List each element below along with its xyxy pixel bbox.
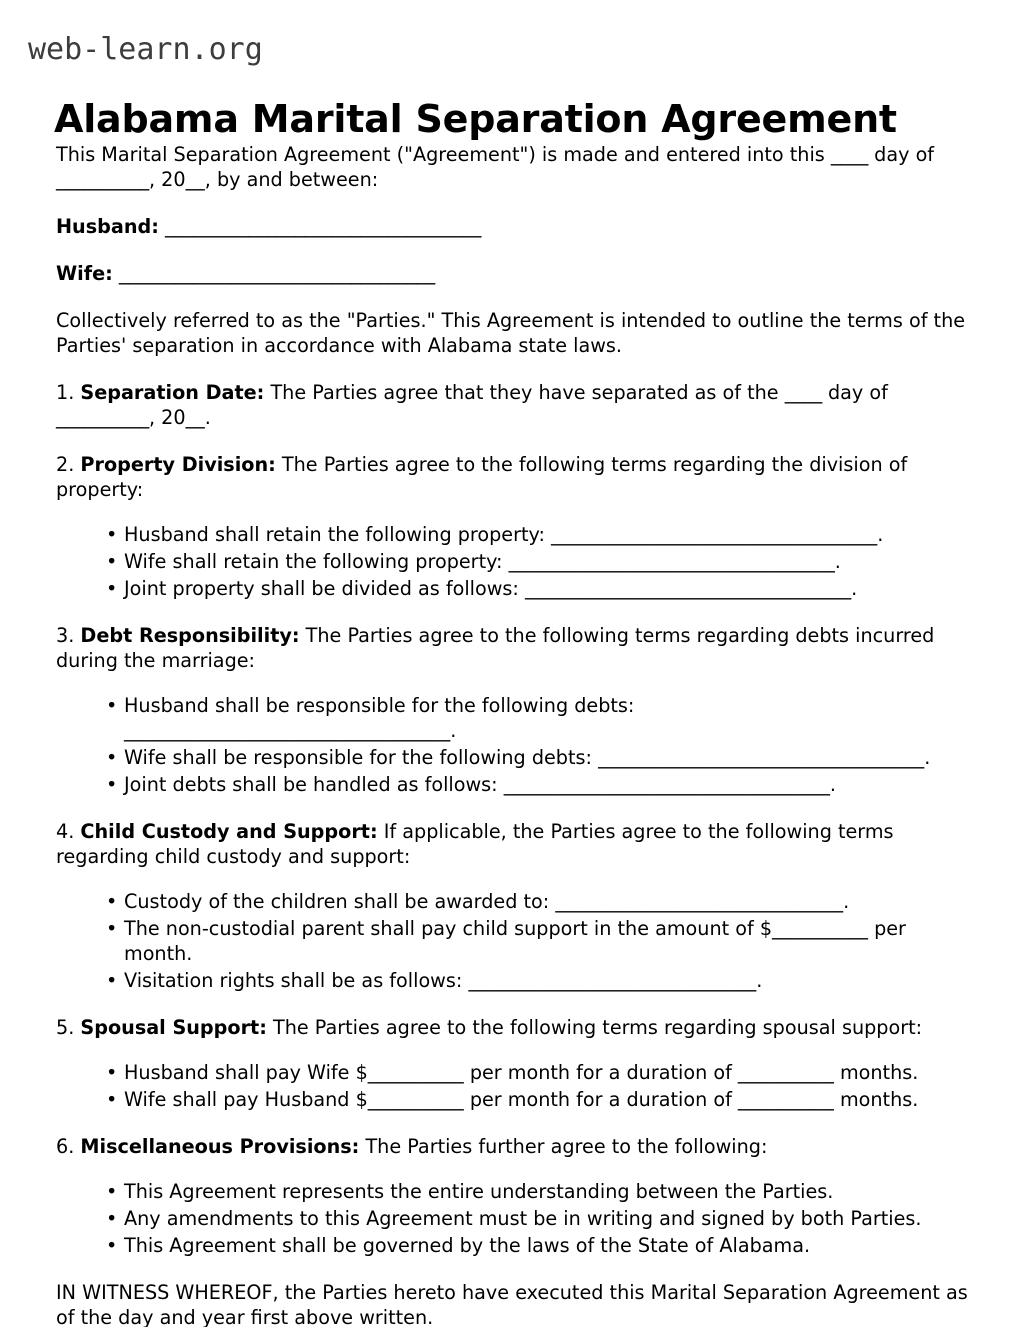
husband-blank[interactable]: __________________________________ bbox=[165, 215, 481, 238]
list-item: • This Agreement represents the entire understanding between the Parties. bbox=[106, 1179, 968, 1204]
section-2-paragraph bbox=[56, 452, 968, 502]
list-item: • Wife shall pay Husband $__________ per month for a duration of __________ months. bbox=[106, 1087, 968, 1112]
section-1-number: 1. bbox=[56, 381, 75, 404]
section-6-body: The Parties further agree to the following: bbox=[359, 1135, 768, 1158]
section-1-body-before: The Parties agree that they have separated as of the bbox=[264, 381, 785, 404]
document-body bbox=[56, 142, 968, 1327]
section-1-body-middle: day of bbox=[821, 381, 888, 404]
list-item: • The non-custodial parent shall pay child support in the amount of $__________ per month. bbox=[106, 916, 968, 966]
list-item: • Visitation rights shall be as follows: ______________________________. bbox=[106, 968, 968, 993]
list-item: • Husband shall retain the following property: __________________________________. bbox=[106, 522, 968, 547]
section-1-blank-day[interactable]: ____ bbox=[784, 381, 822, 404]
section-6-number: 6. bbox=[56, 1135, 75, 1158]
section-3-bullet-list bbox=[56, 693, 968, 797]
list-item: • Husband shall be responsible for the following debts: __________________________________. bbox=[106, 693, 968, 743]
section-5-bullet-list bbox=[56, 1060, 968, 1112]
wife-field bbox=[56, 261, 968, 286]
list-item: • Wife shall be responsible for the following debts: __________________________________. bbox=[106, 745, 968, 770]
intro-blank-day: ____ bbox=[830, 143, 869, 166]
list-item: • Wife shall retain the following property: __________________________________. bbox=[106, 549, 968, 574]
wife-blank[interactable]: __________________________________ bbox=[118, 262, 435, 285]
section-2-number: 2. bbox=[56, 453, 75, 476]
list-item: • Custody of the children shall be awarded to: ______________________________. bbox=[106, 889, 968, 914]
section-5-body: The Parties agree to the following terms regarding spousal support: bbox=[266, 1016, 923, 1039]
section-1-heading: Separation Date: bbox=[80, 381, 265, 404]
section-6-heading: Miscellaneous Provisions: bbox=[80, 1135, 360, 1158]
section-1-paragraph bbox=[56, 380, 968, 430]
page-title: Alabama Marital Separation Agreement bbox=[54, 97, 897, 142]
wife-label: Wife: bbox=[56, 262, 113, 285]
section-6-paragraph bbox=[56, 1134, 968, 1159]
section-6-bullet-list bbox=[56, 1179, 968, 1258]
list-item: • Husband shall pay Wife $__________ per month for a duration of __________ months. bbox=[106, 1060, 968, 1085]
intro-blank-month: __________ bbox=[56, 168, 149, 191]
section-5-number: 5. bbox=[56, 1016, 75, 1039]
section-4-heading: Child Custody and Support: bbox=[80, 820, 378, 843]
site-brand: web-learn.org bbox=[28, 32, 263, 67]
section-2-bullet-list bbox=[56, 522, 968, 601]
section-4-body: If applicable, the Parties agree to the following terms regarding child custody and support: bbox=[56, 820, 894, 868]
husband-field bbox=[56, 214, 968, 239]
section-4-bullet-list bbox=[56, 889, 968, 993]
section-1-blank-month[interactable]: __________ bbox=[56, 406, 149, 429]
list-item: • This Agreement shall be governed by the laws of the State of Alabama. bbox=[106, 1233, 968, 1258]
section-3-body: The Parties agree to the following terms regarding debts incurred during the marriage: bbox=[56, 624, 935, 672]
collective-paragraph: Collectively referred to as the "Parties." This Agreement is intended to outline the terms of the Parties' separation in accordance with Alabama state laws. bbox=[56, 309, 966, 357]
section-2-heading: Property Division: bbox=[80, 453, 276, 476]
list-item: • Joint debts shall be handled as follows: __________________________________. bbox=[106, 772, 968, 797]
section-5-paragraph bbox=[56, 1015, 968, 1040]
list-item: • Any amendments to this Agreement must be in writing and signed by both Parties. bbox=[106, 1206, 968, 1231]
husband-label: Husband: bbox=[56, 215, 159, 238]
intro-text-middle: day of bbox=[868, 143, 935, 166]
intro-text-after: , 20__, by and between: bbox=[148, 168, 379, 191]
section-2-body: The Parties agree to the following terms regarding the division of property: bbox=[56, 453, 908, 501]
section-4-paragraph bbox=[56, 819, 968, 869]
intro-text-before: This Marital Separation Agreement ("Agreement") is made and entered into this bbox=[56, 143, 831, 166]
section-3-paragraph bbox=[56, 623, 968, 673]
list-item: • Joint property shall be divided as follows: __________________________________. bbox=[106, 576, 968, 601]
section-3-heading: Debt Responsibility: bbox=[80, 624, 300, 647]
intro-paragraph bbox=[56, 142, 968, 192]
section-1-body-after: , 20__. bbox=[148, 406, 211, 429]
section-3-number: 3. bbox=[56, 624, 75, 647]
section-4-number: 4. bbox=[56, 820, 75, 843]
section-5-heading: Spousal Support: bbox=[80, 1016, 267, 1039]
closing-paragraph: IN WITNESS WHEREOF, the Parties hereto have executed this Marital Separation Agreement as of the day and year first above written. bbox=[56, 1281, 968, 1327]
